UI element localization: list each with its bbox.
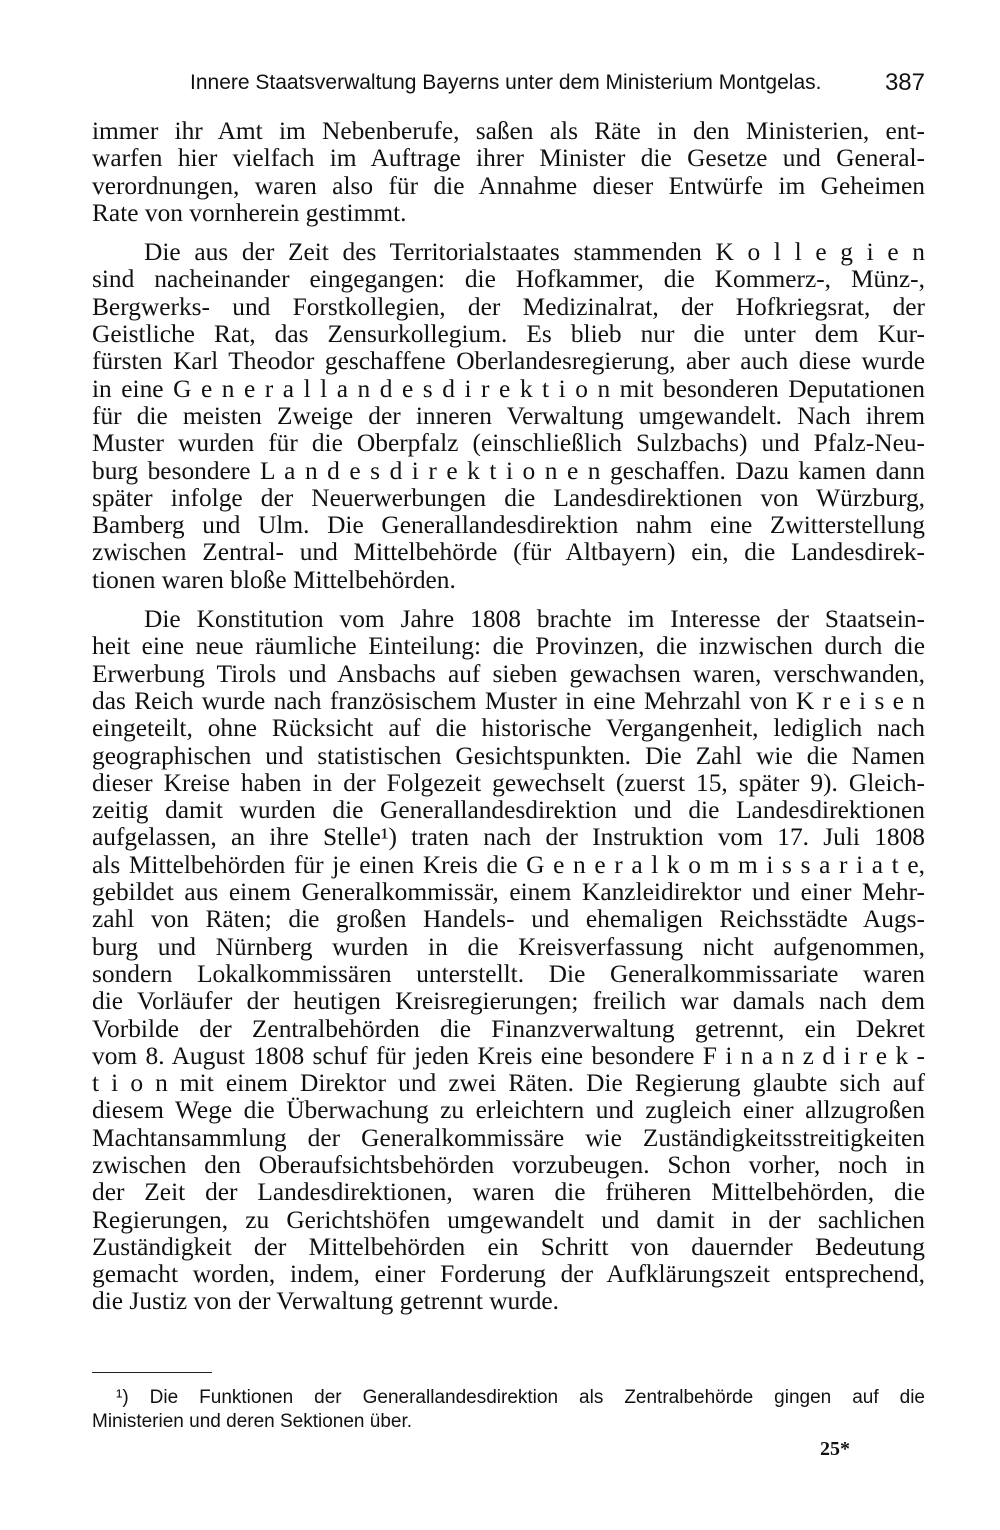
text-line: Bamberg und Ulm. Die Generallandesdirektion nahm eine Zwitterstellung <box>92 511 925 540</box>
footnote-divider <box>92 1372 212 1373</box>
text-line: Bergwerks- und Forstkollegien, der Medizinalrat, der Hofkriegsrat, der <box>92 292 925 321</box>
text-line: für die meisten Zweige der inneren Verwaltung umgewandelt. Nach ihrem <box>92 401 925 430</box>
text-line: die Vorläufer der heutigen Kreisregierungen; freilich war damals nach dem <box>92 987 925 1016</box>
page-number: 387 <box>884 69 925 96</box>
text-line: burg besondere L a n d e s d i r e k t i o n e n geschaffen. Dazu kamen dann <box>92 456 925 485</box>
running-title: Innere Staatsverwaltung Bayerns unter dem Ministerium Montgelas. <box>190 71 822 94</box>
text-line: in eine G e n e r a l l a n d e s d i r e k t i o n mit besonderen Deputationen <box>92 374 925 403</box>
text-line: tionen waren bloße Mittelbehörden. <box>92 565 456 594</box>
text-line: die Justiz von der Verwaltung getrennt wurde. <box>92 1287 560 1316</box>
text-line: burg und Nürnberg wurden in die Kreisverfassung nicht aufgenommen, <box>92 932 925 961</box>
text-line: das Reich wurde nach französischem Muster in eine Mehrzahl von K r e i s e n <box>92 686 925 715</box>
text-line: Geistliche Rat, das Zensurkollegium. Es blieb nur die unter dem Kur- <box>92 320 925 349</box>
running-header <box>190 66 925 100</box>
paragraph-1 <box>92 118 925 227</box>
text-line: später infolge der Neuerwerbungen die Landesdirektionen von Würzburg, <box>92 483 925 512</box>
text-line: sondern Lokalkommissären unterstellt. Die Generalkommissariate waren <box>92 959 925 988</box>
body-text <box>92 118 925 1316</box>
text-line: Erwerbung Tirols und Ansbachs auf sieben gewachsen waren, verschwanden, <box>92 659 925 688</box>
text-line: sind nacheinander eingegangen: die Hofkammer, die Kommerz-, Münz-, <box>92 265 925 294</box>
text-line: aufgelassen, an ihre Stelle¹) traten nach der Instruktion vom 17. Juli 1808 <box>92 823 925 852</box>
text-line: Rate von vornherein gestimmt. <box>92 198 407 227</box>
paragraph-2 <box>92 239 925 594</box>
text-line: zeitig damit wurden die Generallandesdirektion und die Landesdirektionen <box>92 796 925 825</box>
footnote-line: ¹) Die Funktionen der Generallandesdirektion als Zentralbehörde gingen auf die <box>116 1387 925 1408</box>
text-line: vom 8. August 1808 schuf für jeden Kreis eine besondere F i n a n z d i r e k - <box>92 1041 925 1070</box>
text-line: zwischen Zentral- und Mittelbehörde (für Altbayern) ein, die Landesdirek- <box>92 538 925 567</box>
text-line: fürsten Karl Theodor geschaffene Oberlandesregierung, aber auch diese wurde <box>92 347 925 376</box>
text-line: Vorbilde der Zentralbehörden die Finanzverwaltung getrennt, ein Dekret <box>92 1014 925 1043</box>
text-line: immer ihr Amt im Nebenberufe, saßen als Räte in den Ministerien, ent- <box>92 117 925 145</box>
text-line: verordnungen, waren also für die Annahme dieser Entwürfe im Geheimen <box>92 171 925 200</box>
text-line: Die aus der Zeit des Territorialstaates stammenden K o l l e g i e n <box>144 238 925 267</box>
text-line: warfen hier vielfach im Auftrage ihrer Minister die Gesetze und General- <box>92 144 925 173</box>
text-line: Machtansammlung der Generalkommissäre wie Zuständigkeitsstreitigkeiten <box>92 1123 925 1152</box>
text-line: als Mittelbehörden für je einen Kreis die G e n e r a l k o m m i s s a r i a t e, <box>92 850 925 879</box>
text-line: der Zeit der Landesdirektionen, waren die früheren Mittelbehörden, die <box>92 1178 925 1207</box>
text-line: zahl von Räten; die großen Handels- und ehemaligen Reichsstädte Augs- <box>92 905 925 934</box>
text-line: Die Konstitution vom Jahre 1808 brachte im Interesse der Staatsein- <box>144 605 925 634</box>
footnote-line: Ministerien und deren Sektionen über. <box>92 1411 413 1432</box>
signature-mark: 25* <box>820 1438 850 1460</box>
footnote <box>92 1386 925 1434</box>
text-line: gemacht worden, indem, einer Forderung der Aufklärungszeit entsprechend, <box>92 1260 925 1289</box>
text-line: geographischen und statistischen Gesichtspunkten. Die Zahl wie die Namen <box>92 741 925 770</box>
text-line: diesem Wege die Überwachung zu erleichtern und zugleich einer allzugroßen <box>92 1096 925 1125</box>
text-line: heit eine neue räumliche Einteilung: die Provinzen, die inzwischen durch die <box>92 632 925 661</box>
text-line: Regierungen, zu Gerichtshöfen umgewandelt und damit in der sachlichen <box>92 1205 925 1234</box>
text-line: dieser Kreise haben in der Folgezeit gewechselt (zuerst 15, später 9). Gleich- <box>92 768 925 797</box>
text-line: gebildet aus einem Generalkommissär, einem Kanzleidirektor und einer Mehr- <box>92 878 925 907</box>
text-line: t i o n mit einem Direktor und zwei Räten. Die Regierung glaubte sich auf <box>92 1069 925 1098</box>
text-line: Zuständigkeit der Mittelbehörden ein Schritt von dauernder Bedeutung <box>92 1232 925 1261</box>
text-line: Muster wurden für die Oberpfalz (einschließlich Sulzbachs) und Pfalz-Neu- <box>92 429 925 458</box>
text-line: zwischen den Oberaufsichtsbehörden vorzubeugen. Schon vorher, noch in <box>92 1150 925 1179</box>
paragraph-3 <box>92 606 925 1316</box>
text-line: eingeteilt, ohne Rücksicht auf die historische Vergangenheit, lediglich nach <box>92 714 925 743</box>
